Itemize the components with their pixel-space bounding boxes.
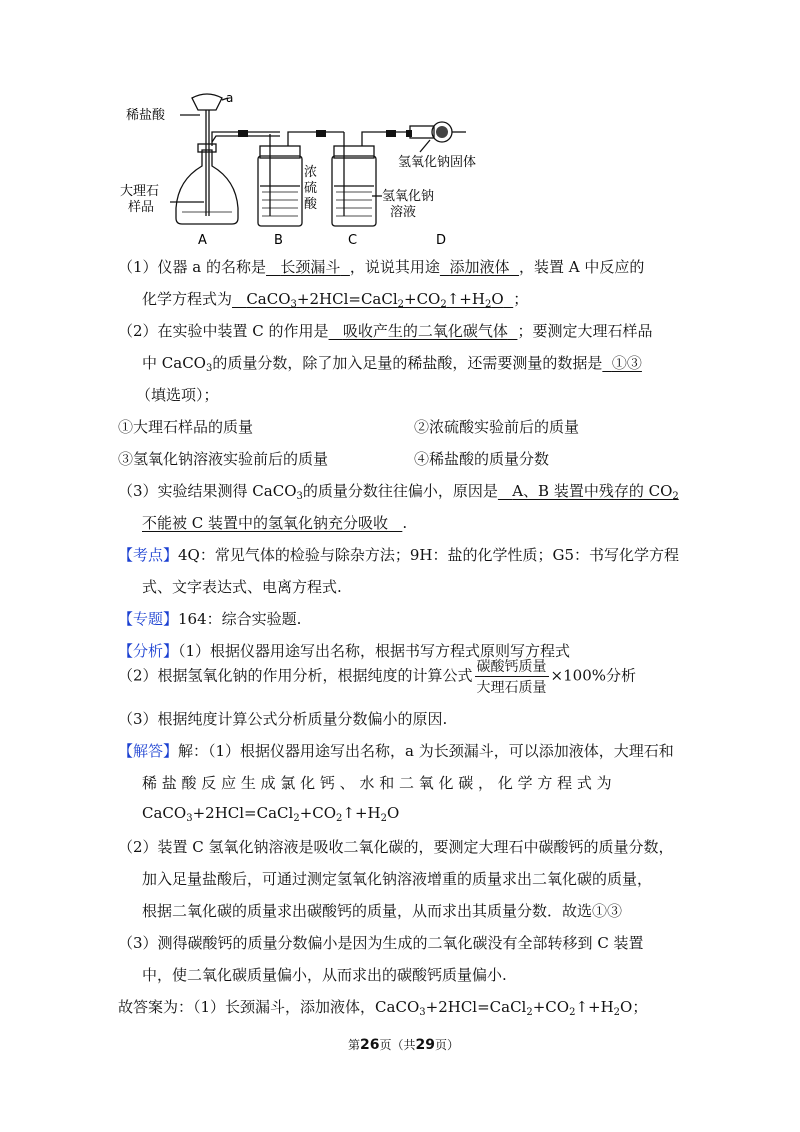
q3-answer-part1: A、B 装置中残存的 $CO_2$ bbox=[512, 482, 679, 502]
q2-option-1: ①大理石样品的质量 bbox=[118, 418, 254, 436]
kaodian-line2: 式、文字表达式、电离方程式. bbox=[142, 578, 342, 596]
jieda-line2: 稀 盐 酸 反 应 生 成 氯 化 钙 、 水 和 二 氧 化 碳 ， 化 学 方 程 式 为 bbox=[142, 774, 612, 792]
label-naoh-solid: 氢氧化钠固体 bbox=[398, 155, 477, 170]
kaodian-line1: 【考点】4Q：常见气体的检验与除杂方法；9H：盐的化学性质；G5：书写化学方程 bbox=[118, 546, 680, 564]
label-naoh-solution-1: 氢氧化钠 bbox=[382, 189, 435, 204]
q1-answer-name: 长颈漏斗 bbox=[280, 258, 341, 276]
bottle-c bbox=[332, 156, 376, 226]
q2-answer-role: 吸收产生的二氧化碳气体 bbox=[342, 322, 508, 340]
bottle-b bbox=[258, 156, 302, 226]
fenxi-line3: （3）根据纯度计算公式分析质量分数偏小的原因. bbox=[118, 710, 448, 728]
q2-option-2: ②浓硫酸实验前后的质量 bbox=[414, 418, 580, 436]
label-naoh-solution-2: 溶液 bbox=[390, 205, 417, 220]
zhuanti-tag: 【专题】 bbox=[118, 610, 179, 628]
q2-option-3: ③氢氧化钠溶液实验前后的质量 bbox=[118, 450, 329, 468]
q2-line3: （填选项）； bbox=[136, 386, 219, 404]
q3-line2: 不能被 C 装置中的氢氧化钠充分吸收 . bbox=[142, 514, 408, 532]
jieda-line7: （3）测得碳酸钙的质量分数偏小是因为生成的二氧化碳没有全部转移到 C 装置 bbox=[118, 934, 644, 952]
jieda-line6: 根据二氧化碳的质量求出碳酸钙的质量，从而求出其质量分数．故选①③ bbox=[142, 902, 623, 920]
jieda-line1: 【解答】解：（1）根据仪器用途写出名称，a 为长颈漏斗，可以添加液体，大理石和 bbox=[118, 742, 674, 760]
label-h2so4-2: 硫 bbox=[304, 181, 318, 196]
purity-fraction: $\frac{\text{碳酸钙质量}}{\text{大理石质量}}$ bbox=[475, 656, 549, 697]
jieda-line8: 中，使二氧化碳质量偏小，从而求出的碳酸钙质量偏小. bbox=[142, 966, 507, 984]
q1-answer-equation: $CaCO_3+2HCl=CaCl_2+CO_2↑+H_2O$ bbox=[246, 290, 504, 310]
label-D: D bbox=[436, 233, 447, 248]
q1-line1: （1）仪器 a 的名称是 长颈漏斗 ，说说其用途 添加液体 ，装置 A 中反应的 bbox=[118, 258, 645, 276]
fenxi-line1: 【分析】（1）根据仪器用途写出名称，根据书写方程式原则写方程式 bbox=[118, 642, 571, 660]
jieda-line4: （2）装置 C 氢氧化钠溶液是吸收二氧化碳的，要测定大理石中碳酸钙的质量分数， bbox=[118, 838, 674, 856]
q3-line1: （3）实验结果测得 CaCO$_3$的质量分数往往偏小，原因是 A、B 装置中残存的 $CO_2$ bbox=[118, 482, 679, 502]
jieda-equation: $CaCO_3+2HCl=CaCl_2+CO_2↑+H_2O$ bbox=[142, 804, 400, 824]
page-total: 29 bbox=[415, 1037, 435, 1053]
flask-a bbox=[176, 150, 238, 224]
kaodian-tag: 【考点】 bbox=[118, 546, 179, 564]
q2-answer-options: ①③ bbox=[611, 354, 642, 372]
funnel-a bbox=[192, 94, 222, 110]
jieda-line5: 加入足量盐酸后，可通过测定氢氧化钠溶液增重的质量求出二氧化碳的质量， bbox=[142, 870, 653, 888]
fenxi-line2: （2）根据氢氧化钠的作用分析，根据纯度的计算公式 $\frac{\text{碳酸钙质量}}{\text{大理石质量}}$ ×100%分析 bbox=[118, 656, 636, 697]
answer-line: 故答案为：（1）长颈漏斗，添加液体，$CaCO_3+2HCl=CaCl_2+CO_2↑+H_2O$； bbox=[118, 998, 648, 1018]
q2-option-4: ④稀盐酸的质量分数 bbox=[414, 450, 550, 468]
label-marble-1: 大理石 bbox=[120, 184, 160, 199]
jieda-tag: 【解答】 bbox=[118, 742, 179, 760]
q2-line2: 中 CaCO$_3$的质量分数，除了加入足量的稀盐酸，还需要测量的数据是 ①③ bbox=[142, 354, 642, 374]
label-h2so4-1: 浓 bbox=[304, 165, 318, 180]
q1-line2: 化学方程式为 $CaCO_3+2HCl=CaCl_2+CO_2↑+H_2O$ ； bbox=[142, 290, 529, 310]
zhuanti-line: 【专题】164：综合实验题. bbox=[118, 610, 302, 628]
q3-answer-part2: 不能被 C 装置中的氢氧化钠充分吸收 bbox=[142, 514, 389, 532]
label-a: a bbox=[226, 91, 234, 105]
apparatus-diagram bbox=[120, 88, 510, 248]
fenxi-tag: 【分析】 bbox=[118, 642, 179, 660]
q1-answer-use: 添加液体 bbox=[449, 258, 510, 276]
label-marble-2: 样品 bbox=[128, 200, 155, 215]
page-footer: 第26页（共29页） bbox=[348, 1037, 460, 1053]
page-number: 26 bbox=[360, 1037, 380, 1053]
label-h2so4-3: 酸 bbox=[304, 197, 318, 212]
label-C: C bbox=[348, 233, 358, 248]
q2-line1: （2）在实验中装置 C 的作用是 吸收产生的二氧化碳气体 ；要测定大理石样品 bbox=[118, 322, 653, 340]
label-acid: 稀盐酸 bbox=[126, 108, 166, 123]
label-B: B bbox=[274, 233, 283, 248]
label-A: A bbox=[198, 233, 207, 248]
drying-tube-d bbox=[410, 126, 434, 138]
